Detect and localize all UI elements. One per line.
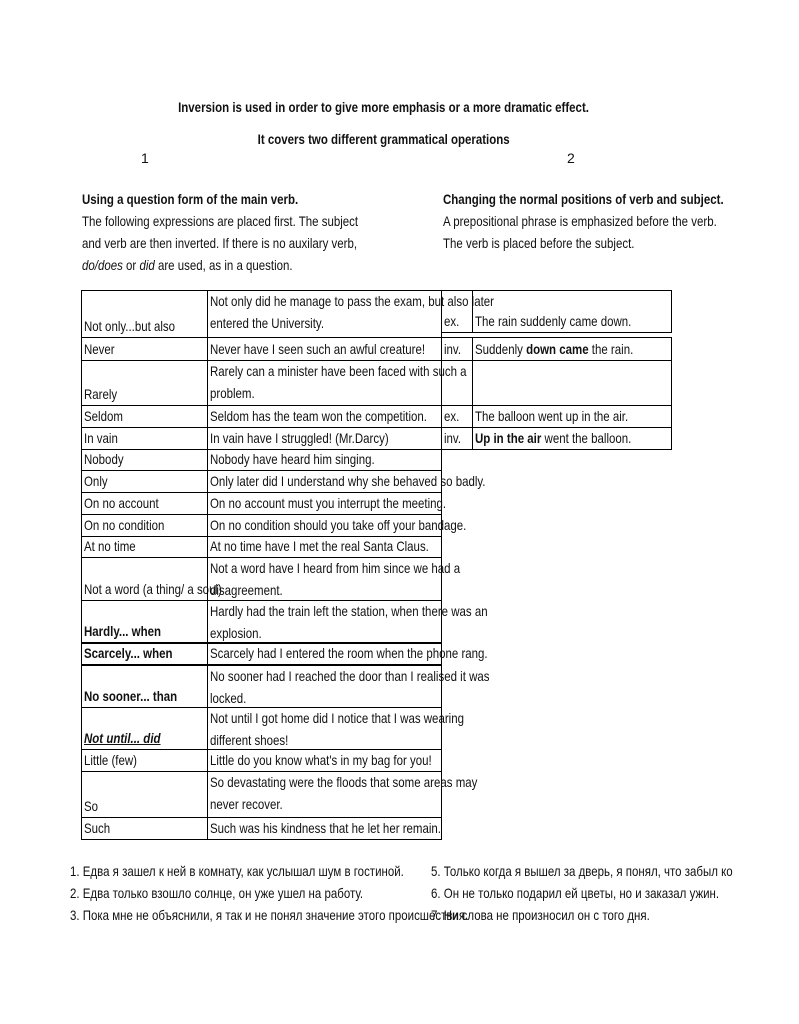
heading-line-2: It covers two different grammatical operations <box>258 131 510 147</box>
example-cell: The balloon went up in the air. <box>472 405 672 428</box>
column-number-1: 1 <box>141 150 149 166</box>
expression-cell: Only <box>81 470 208 493</box>
right-intro-text-2: The verb is placed before the subject. <box>443 235 635 251</box>
tag-cell: inv. <box>441 427 473 450</box>
exercise-item: 7. Ни слова не произносил он с того дня. <box>431 907 650 923</box>
expression-cell: Scarcely... when <box>81 642 208 665</box>
expression-cell: Never <box>81 337 208 361</box>
tag-cell: inv. <box>441 337 473 361</box>
expression-cell: On no account <box>81 492 208 515</box>
expression-cell: On no condition <box>81 514 208 537</box>
left-intro-text-3: do/does or did are used, as in a question. <box>82 257 293 273</box>
example-cell: Such was his kindness that he let her remain. <box>207 817 442 840</box>
expression-cell: Not a word (a thing/ a soul) <box>81 557 208 601</box>
example-cell: Not until I got home did I notice that I was wearing different shoes! <box>207 707 442 750</box>
example-cell: Nobody have heard him singing. <box>207 449 442 471</box>
right-intro-heading: Changing the normal positions of verb and subject. <box>443 191 724 207</box>
example-cell: Seldom has the team won the competition. <box>207 405 442 428</box>
example-cell: So devastating were the floods that some areas may never recover. <box>207 771 442 818</box>
expression-cell: No sooner... than <box>81 664 208 708</box>
example-cell: On no condition should you take off your bandage. <box>207 514 442 537</box>
exercise-item: 5. Только когда я вышел за дверь, я понял, что забыл ко <box>431 863 733 879</box>
example-cell: At no time have I met the real Santa Claus. <box>207 536 442 558</box>
exercise-item: 2. Едва только взошло солнце, он уже ушел на работу. <box>70 885 364 901</box>
expression-cell: Seldom <box>81 405 208 428</box>
left-intro-text-1: The following expressions are placed first. The subject <box>82 213 359 229</box>
exercise-item: 3. Пока мне не объяснили, я так и не понял значение этого происшествия. <box>70 907 469 923</box>
expression-cell: Nobody <box>81 449 208 471</box>
example-cell: Scarcely had I entered the room when the phone rang. <box>207 642 442 665</box>
tag-cell: ex. <box>441 290 473 333</box>
left-intro-heading: Using a question form of the main verb. <box>82 191 299 207</box>
tag-cell: ex. <box>441 405 473 428</box>
expression-cell: Hardly... when <box>81 600 208 643</box>
example-cell: Hardly had the train left the station, when there was an explosion. <box>207 600 442 643</box>
empty-example-cell <box>472 360 672 406</box>
right-intro-text-1: A prepositional phrase is emphasized before the verb. <box>443 213 717 229</box>
expression-cell: Rarely <box>81 360 208 406</box>
expression-cell: Little (few) <box>81 749 208 772</box>
example-cell: In vain have I struggled! (Mr.Darcy) <box>207 427 442 450</box>
example-cell: On no account must you interrupt the meeting. <box>207 492 442 515</box>
expression-cell: Not until... did <box>81 707 208 750</box>
left-intro-text-2: and verb are then inverted. If there is no auxilary verb, <box>82 235 358 251</box>
heading-line-1: Inversion is used in order to give more emphasis or a more dramatic effect. <box>178 99 590 115</box>
example-cell: Only later did I understand why she behaved so badly. <box>207 470 442 493</box>
exercise-item: 6. Он не только подарил ей цветы, но и заказал ужин. <box>431 885 720 901</box>
expression-cell: In vain <box>81 427 208 450</box>
example-cell: Up in the air went the balloon. <box>472 427 672 450</box>
example-cell: Not a word have I heard from him since we had a disagreement. <box>207 557 442 601</box>
example-cell: No sooner had I reached the door than I realised it was locked. <box>207 664 442 708</box>
expression-cell: Such <box>81 817 208 840</box>
empty-tag-cell <box>441 360 473 406</box>
expression-cell: So <box>81 771 208 818</box>
example-cell: Not only did he manage to pass the exam, but also later entered the University. <box>207 290 442 338</box>
exercise-item: 1. Едва я зашел к ней в комнату, как услышал шум в гостиной. <box>70 863 404 879</box>
example-cell: Suddenly down came the rain. <box>472 337 672 361</box>
column-number-2: 2 <box>567 150 575 166</box>
expression-cell: At no time <box>81 536 208 558</box>
example-cell: The rain suddenly came down. <box>472 290 672 333</box>
expression-cell: Not only...but also <box>81 290 208 338</box>
example-cell: Never have I seen such an awful creature! <box>207 337 442 361</box>
example-cell: Little do you know what's in my bag for you! <box>207 749 442 772</box>
example-cell: Rarely can a minister have been faced with such a problem. <box>207 360 442 406</box>
